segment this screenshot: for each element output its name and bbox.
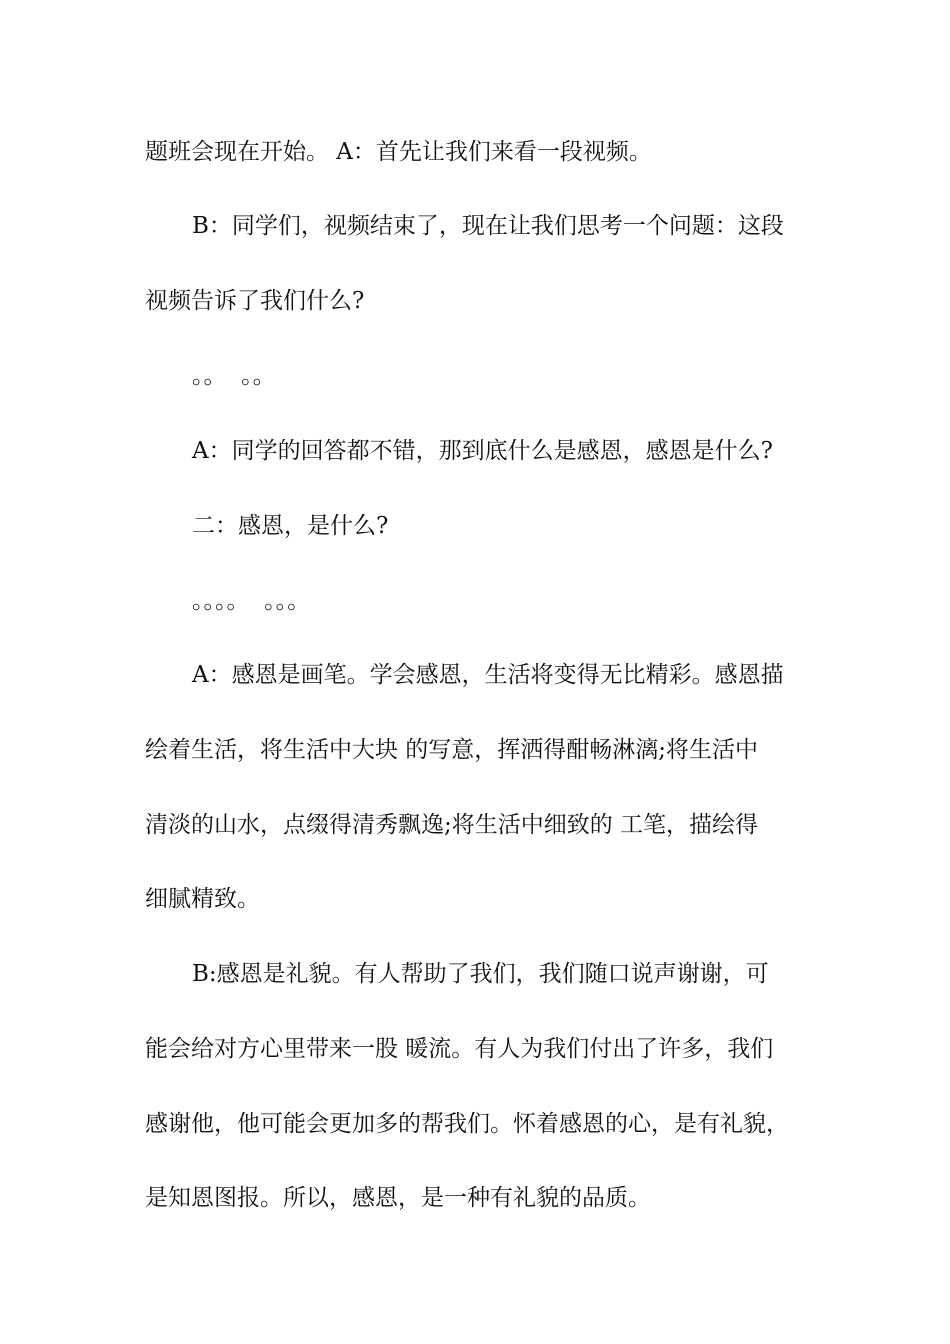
- text-line: B:感恩是礼貌。有人帮助了我们，我们随口说声谢谢，可: [192, 961, 769, 987]
- text-line: A：感恩是画笔。学会感恩，生活将变得无比精彩。感恩描: [192, 662, 784, 688]
- text-line: A：同学的回答都不错，那到底什么是感恩，感恩是什么?: [192, 438, 773, 464]
- text-line: 视频告诉了我们什么?: [145, 288, 365, 314]
- text-line: 。。。。 。。。: [192, 588, 311, 614]
- text-line: 感谢他，他可能会更加多的帮我们。怀着感恩的心，是有礼貌，: [145, 1111, 789, 1137]
- text-line: 题班会现在开始。 A：首先让我们来看一段视频。: [145, 139, 652, 165]
- text-line: 清淡的山水，点缀得清秀飘逸;将生活中细致的 工笔，描绘得: [145, 812, 759, 838]
- text-line: 是知恩图报。所以，感恩，是一种有礼貌的品质。: [145, 1185, 651, 1211]
- text-line: 能会给对方心里带来一股 暖流。有人为我们付出了许多，我们: [145, 1036, 774, 1062]
- text-line: B：同学们，视频结束了，现在让我们思考一个问题：这段: [192, 213, 784, 239]
- text-line: 二：感恩，是什么?: [192, 513, 389, 539]
- text-line: 。。 。。: [192, 363, 276, 389]
- text-line: 绘着生活，将生活中大块 的写意，挥洒得酣畅淋漓;将生活中: [145, 737, 759, 763]
- text-line: 细腻精致。: [145, 886, 260, 912]
